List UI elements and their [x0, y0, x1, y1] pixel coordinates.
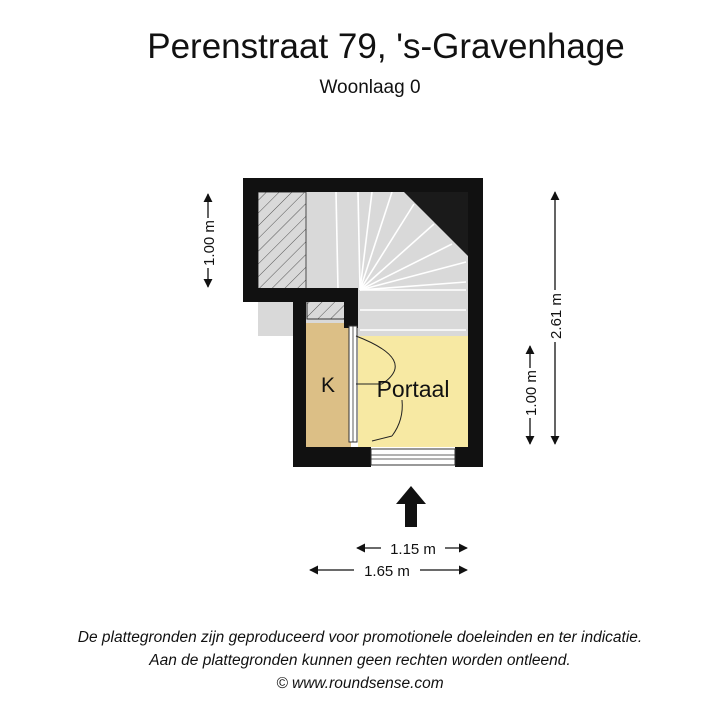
- dimension-total-width: [310, 561, 467, 580]
- arrow-up-icon: [396, 486, 426, 527]
- dimension-inner-width: [357, 539, 467, 558]
- copyright-line: © www.roundsense.com: [276, 675, 444, 692]
- hatched-void: [258, 192, 306, 290]
- floor-label: Woonlaag 0: [319, 77, 421, 98]
- dimension-label-inner-width: 1.15 m: [390, 541, 436, 558]
- dimension-total-depth: [546, 192, 565, 444]
- disclaimer-line-1: De plattegronden zijn geproduceerd voor promotionele doeleinden en ter indicatie.: [77, 629, 643, 646]
- dimension-label-total-width: 1.65 m: [364, 563, 410, 580]
- dimension-label-stair-depth: 1.00 m: [201, 220, 218, 266]
- room-label-portaal: Portaal: [376, 376, 450, 402]
- page-title: Perenstraat 79, 's-Gravenhage: [147, 27, 625, 66]
- dimension-label-portaal-depth: 1.00 m: [523, 370, 540, 416]
- disclaimer-line-2: Aan de plattegronden kunnen geen rechten worden ontleend.: [149, 652, 571, 669]
- kast-door: [349, 326, 357, 442]
- dimension-stair-depth: [199, 194, 218, 287]
- dimension-label-total-depth: 2.61 m: [548, 293, 565, 339]
- entrance-door: [371, 449, 455, 465]
- dimension-portaal-depth: [521, 346, 540, 444]
- room-label-kast: K: [320, 374, 336, 397]
- disclaimer: [0, 626, 720, 695]
